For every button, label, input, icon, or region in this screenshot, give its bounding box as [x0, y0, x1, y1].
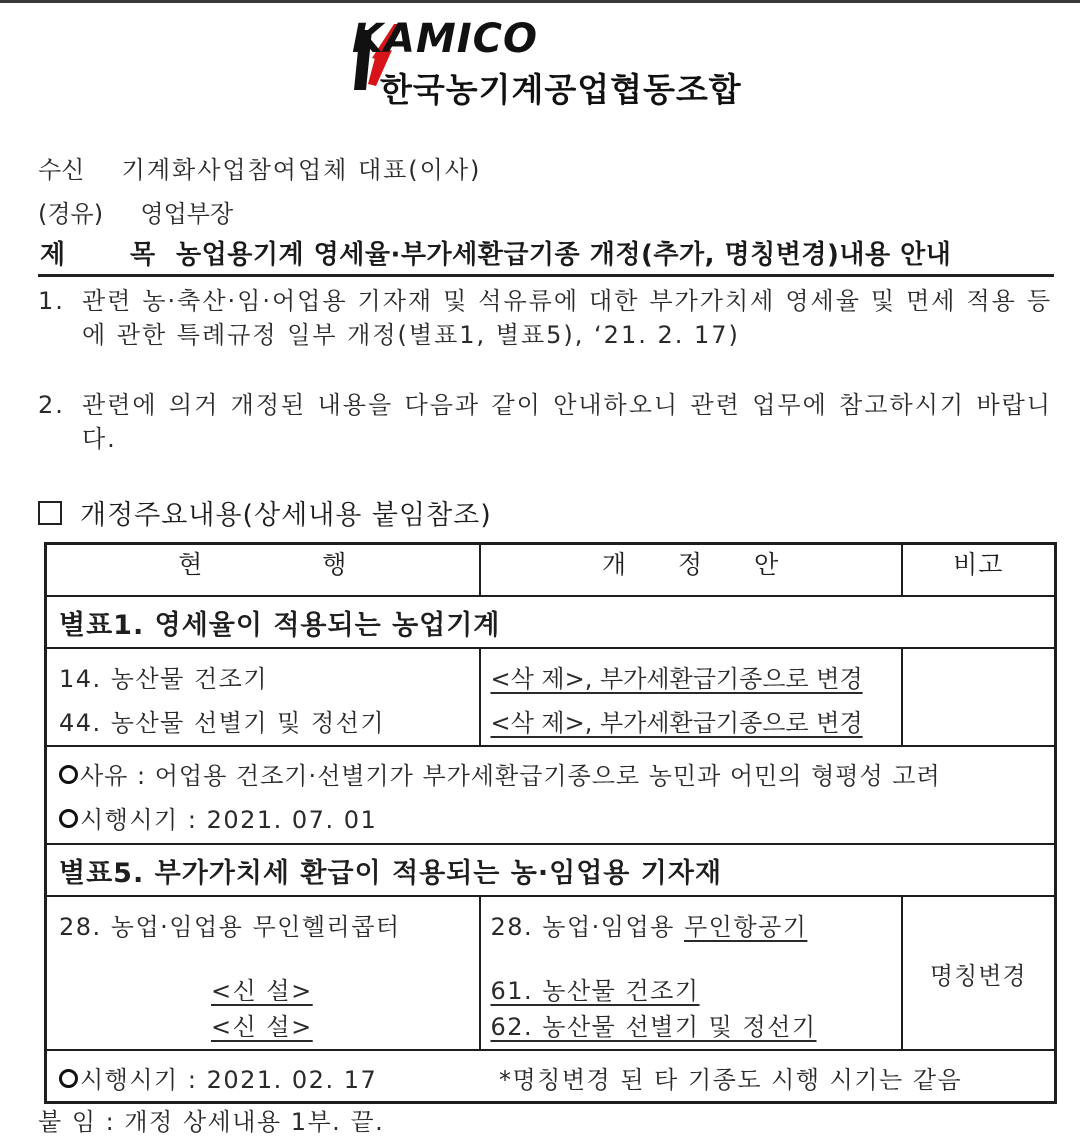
section1-effective [59, 800, 377, 835]
attachment-note: 붙 임 : 개정 상세내용 1부. 끝. [38, 1108, 385, 1136]
paragraph-1-text: 관련 농·축산·임·어업용 기자재 및 석유류에 대한 부가가치세 영세율 및 면세 적용 등에 관한 특례규정 일부 개정(별표1, 별표5), ‘21. 2. 17) [82, 287, 1052, 349]
section1-reason-cell [46, 746, 1056, 844]
section1-items-row [46, 648, 1056, 746]
section5-current-new-2: <신 설> [211, 1013, 313, 1041]
recipient-label: 수신 [38, 156, 85, 184]
header-current: 현 행 [46, 544, 480, 597]
section1-revised-cell [480, 648, 902, 746]
top-border [0, 0, 1080, 3]
paragraph-2-number: 2. [38, 391, 65, 419]
section1-revised-item-2: <삭 제>, 부가세환급기종으로 변경 [490, 709, 863, 737]
section1-reason-row [46, 746, 1056, 844]
section1-current-item-1: 14. 농산물 건조기 [59, 665, 269, 693]
section5-current-new-1: <신 설> [211, 977, 313, 1005]
section5-effective-cell [46, 1050, 1056, 1103]
section-heading [38, 493, 492, 532]
section5-current-item-1 [59, 907, 401, 942]
circle-bullet-icon [59, 1069, 78, 1088]
section1-title-row [46, 596, 1056, 648]
section5-items-row [46, 896, 1056, 1050]
via-label: (경유) [38, 200, 104, 228]
paragraph-1 [38, 284, 1053, 354]
header-note: 비고 [902, 544, 1056, 597]
section5-effective-text: 시행시기 : 2021. 02. 17 [80, 1066, 378, 1094]
checkbox-square-icon [38, 501, 62, 525]
section5-revised-item-prefix: 28. 농업·임업용 [490, 913, 684, 941]
section5-revised-cell [480, 896, 902, 1050]
section5-current-item-name: 무인헬리콥터 [252, 913, 401, 941]
circle-bullet-icon [59, 809, 78, 828]
subject-text: 농업용기계 영세율·부가세환급기종 개정(추가, 명칭변경)내용 안내 [176, 240, 952, 270]
section5-effective-row [46, 1050, 1056, 1103]
org-logo [346, 14, 766, 110]
section5-revised-new-2: 62. 농산물 선별기 및 정선기 [490, 1013, 817, 1041]
recipient-value: 기계화사업참여업체 대표(이사) [121, 156, 482, 184]
section-title: 개정주요내용(상세내용 붙임참조) [80, 500, 492, 531]
via-value: 영업부장 [140, 200, 234, 228]
subject-label-2: 목 [130, 240, 156, 270]
header-revised: 개 정 안 [480, 544, 902, 597]
section1-reason-text: 사유 : 어업용 건조기·선별기가 부가세환급기종으로 농민과 어민의 형평성 고려 [80, 762, 941, 790]
subject-line [38, 230, 1054, 277]
section1-revised-item-1: <삭 제>, 부가세환급기종으로 변경 [490, 665, 863, 693]
paragraph-2-text: 관련에 의거 개정된 내용을 다음과 같이 안내하오니 관련 업무에 참고하시기 바랍니다. [82, 391, 1052, 453]
logo-org-name: 한국농기계공업협동조합 [380, 70, 742, 109]
section5-title: 별표5. 부가가치세 환급이 적용되는 농·임업용 기자재 [46, 844, 1056, 896]
via-line [38, 194, 233, 229]
section5-note: 명칭변경 [902, 896, 1056, 1050]
section1-title: 별표1. 영세율이 적용되는 농업기계 [46, 596, 1056, 648]
section5-effective-note: *명칭변경 된 타 기종도 시행 시기는 같음 [499, 1066, 963, 1094]
section1-current-item-2: 44. 농산물 선별기 및 정선기 [59, 709, 386, 737]
subject-label-1: 제 [40, 240, 66, 270]
section1-current-cell [46, 648, 480, 746]
section5-revised-item-1 [491, 907, 808, 942]
paragraph-2 [38, 388, 1053, 458]
section5-effective [59, 1060, 377, 1095]
section5-revised-item-name: 무인항공기 [683, 913, 808, 941]
circle-bullet-icon [59, 765, 78, 784]
revision-table [44, 542, 1057, 1104]
paragraph-1-number: 1. [38, 287, 65, 315]
table-header-row [46, 544, 1056, 597]
section1-effective-text: 시행시기 : 2021. 07. 01 [80, 806, 378, 834]
section5-current-item-prefix: 28. 농업·임업용 [59, 913, 253, 941]
logo-brand: KAMICO [352, 16, 538, 62]
section5-revised-new-1: 61. 농산물 건조기 [490, 977, 700, 1005]
section1-reason [59, 756, 941, 791]
section1-note-cell [902, 648, 1056, 746]
section5-title-row [46, 844, 1056, 896]
section5-current-cell [46, 896, 480, 1050]
recipient-line [38, 150, 481, 185]
